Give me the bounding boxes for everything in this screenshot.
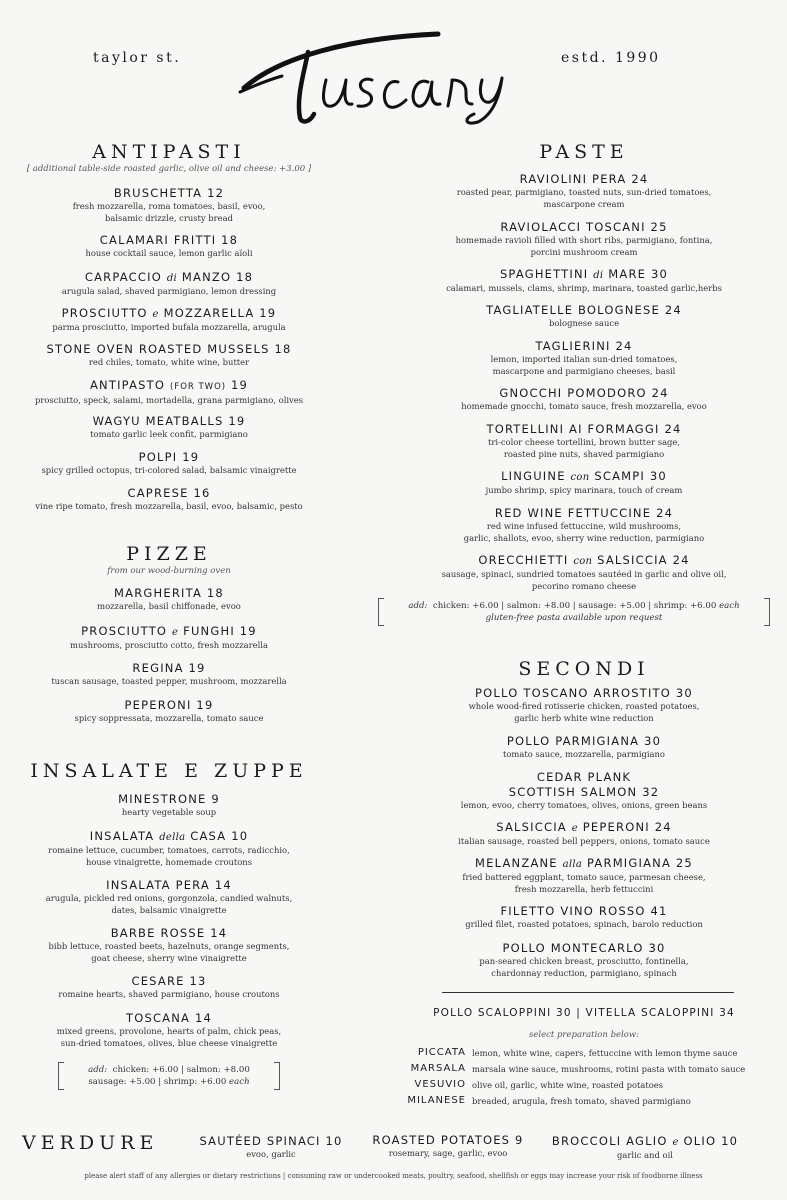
menu-item-gnocchi-pomodoro: GNOCCHI POMODORO 24 homemade gnocchi, tomato sauce, fresh mozzarella, evoo — [461, 386, 707, 411]
verdure-title: VERDURE — [22, 1132, 159, 1154]
pizze-note: from our wood-burning oven — [107, 566, 231, 576]
menu-item-orecchietti-salsiccia: ORECCHIETTI con SALSICCIA 24 sausage, spinaci, sundried tomatoes sautéed in garlic and olive oil, pecorino romano cheese — [441, 553, 727, 591]
prep-milanese: MILANESE breaded, arugula, fresh tomato, shaved parmigiano — [407, 1095, 691, 1106]
menu-item-peperoni: PEPERONI 19 spicy soppressata, mozzarella, tomato sauce — [74, 698, 264, 723]
menu-item-red-wine-fettuccine: RED WINE FETTUCCINE 24 red wine infused fettuccine, wild mushrooms, garlic, shallots, evoo, sherry wine reduction, parmigiano — [463, 506, 705, 543]
menu-item-insalata-casa: INSALATA della CASA 10 romaine lettuce, cucumber, tomatoes, carrots, radicchio, house vinaigrette, homemade croutons — [48, 829, 290, 867]
pizze-title: PIZZE — [126, 543, 212, 565]
pasta-add-ons: add: chicken: +6.00 | salmon: +8.00 | sausage: +5.00 | shrimp: +6.00 each gluten-free pasta available upon request — [378, 598, 770, 626]
established-text: estd. 1990 — [561, 50, 661, 66]
menu-item-spaghettini-mare: SPAGHETTINI di MARE 30 calamari, mussels, clams, shrimp, marinara, toasted garlic,herbs — [446, 267, 722, 293]
side-roasted-potatoes: ROASTED POTATOES 9 rosemary, sage, garlic, evoo — [372, 1133, 524, 1158]
secondi-title: SECONDI — [518, 658, 650, 680]
menu-item-pollo-toscano: POLLO TOSCANO ARROSTITO 30 whole wood-fired rotisserie chicken, roasted potatoes, garlic herb white wine reduction — [468, 686, 700, 723]
menu-item-pollo-montecarlo: POLLO MONTECARLO 30 pan-seared chicken breast, prosciutto, fontinella, chardonnay reduction, parmigiano, spinach — [479, 941, 689, 978]
menu-item-raviolacci-toscani: RAVIOLACCI TOSCANI 25 homemade ravioli filled with short ribs, parmigiano, fontina, porcini mushroom cream — [455, 220, 713, 257]
right-column — [404, 0, 764, 1000]
menu-item-tortellini: TORTELLINI AI FORMAGGI 24 tri-color cheese tortellini, brown butter sage, roasted pine nuts, shaved parmigiano — [486, 422, 682, 459]
menu-item-tagliatelle-bolognese: TAGLIATELLE BOLOGNESE 24 bolognese sauce — [486, 303, 682, 328]
divider-line — [442, 992, 734, 993]
prep-piccata: PICCATA lemon, white wine, capers, fettuccine with lemon thyme sauce — [417, 1047, 738, 1058]
menu-item-prosciutto-mozzarella: PROSCIUTTO e MOZZARELLA 19 parma prosciutto, imported bufala mozzarella, arugula — [52, 306, 286, 332]
menu-item-insalata-pera: INSALATA PERA 14 arugula, pickled red onions, gorgonzola, candied walnuts, dates, balsamic vinaigrette — [45, 878, 293, 915]
salad-add-ons: add: chicken: +6.00 | salmon: +8.00 sausage: +5.00 | shrimp: +6.00 each — [58, 1062, 280, 1090]
menu-item-melanzane: MELANZANE alla PARMIGIANA 25 fried battered eggplant, tomato sauce, parmesan cheese, fresh mozzarella, herb fettuccini — [462, 856, 706, 894]
menu-item-toscana: TOSCANA 14 mixed greens, provolone, hearts of palm, chick peas, sun-dried tomatoes, olives, blue cheese vinaigrette — [56, 1011, 282, 1048]
menu-item-bruschetta: BRUSCHETTA 12 fresh mozzarella, roma tomatoes, basil, evoo, balsamic drizzle, crusty bread — [72, 186, 266, 223]
prep-vesuvio: VESUVIO olive oil, garlic, white wine, roasted potatoes — [414, 1079, 664, 1090]
paste-title: PASTE — [539, 141, 629, 163]
insalate-title: INSALATE E ZUPPE — [30, 760, 308, 782]
menu-item-pollo-parmigiana: POLLO PARMIGIANA 30 tomato sauce, mozzarella, parmigiano — [503, 734, 665, 759]
side-broccoli: BROCCOLI AGLIO e OLIO 10 garlic and oil — [551, 1134, 739, 1160]
menu-item-minestrone: MINESTRONE 9 hearty vegetable soup — [118, 792, 220, 817]
scaloppini-title: POLLO SCALOPPINI 30 | VITELLA SCALOPPINI 34 — [433, 1007, 735, 1019]
menu-item-salmon: CEDAR PLANK SCOTTISH SALMON 32 lemon, evoo, cherry tomatoes, olives, onions, green beans — [460, 770, 708, 810]
menu-item-caprese: CAPRESE 16 vine ripe tomato, fresh mozzarella, basil, evoo, balsamic, pesto — [35, 486, 303, 511]
prep-marsala: MARSALA marsala wine sauce, mushrooms, rotini pasta with tomato sauce — [410, 1063, 746, 1074]
menu-item-taglierini: TAGLIERINI 24 lemon, imported italian sun-dried tomatoes, mascarpone and parmigiano cheeses, basil — [490, 339, 678, 376]
menu-item-antipasto: ANTIPASTO (FOR TWO) 19 prosciutto, speck, salami, mortadella, grana parmigiano, olives — [34, 378, 304, 405]
menu-item-linguine-scampi: LINGUINE con SCAMPI 30 jumbo shrimp, spicy marinara, touch of cream — [485, 469, 683, 495]
menu-item-raviolini-pera: RAVIOLINI PERA 24 roasted pear, parmigiano, toasted nuts, sun-dried tomatoes, mascarpone cream — [456, 172, 712, 209]
menu-item-margherita: MARGHERITA 18 mozzarella, basil chiffonade, evoo — [97, 586, 241, 611]
menu-item-regina: REGINA 19 tuscan sausage, toasted pepper, mushroom, mozzarella — [51, 661, 287, 686]
allergy-disclaimer: please alert staff of any allergies or dietary restrictions | consuming raw or undercooked meats, poultry, seafood, shellfish or eggs may increase your risk of foodborne illness — [84, 1172, 703, 1180]
side-sauteed-spinaci: SAUTÉED SPINACI 10 evoo, garlic — [199, 1134, 343, 1159]
menu-item-wagyu-meatballs: WAGYU MEATBALLS 19 tomato garlic leek confit, parmigiano — [90, 414, 248, 439]
menu-item-cesare: CESARE 13 romaine hearts, shaved parmigiano, house croutons — [58, 974, 280, 999]
scaloppini-note: select preparation below: — [528, 1030, 640, 1040]
menu-item-salsiccia-peperoni: SALSICCIA e PEPERONI 24 italian sausage, roasted bell peppers, onions, tomato sauce — [458, 820, 710, 846]
menu-item-filetto: FILETTO VINO ROSSO 41 grilled filet, roasted potatoes, spinach, barolo reduction — [465, 904, 703, 929]
location-text: taylor st. — [93, 50, 182, 66]
menu-item-barbe-rosse: BARBE ROSSE 14 bibb lettuce, roasted beets, hazelnuts, orange segments, goat cheese, sherry wine vinaigrette — [48, 926, 290, 963]
antipasti-note: [ additional table-side roasted garlic, olive oil and cheese: +3.00 ] — [26, 164, 312, 174]
menu-item-calamari-fritti: CALAMARI FRITTI 18 house cocktail sauce, lemon garlic aïoli — [85, 233, 253, 258]
menu-item-mussels: STONE OVEN ROASTED MUSSELS 18 red chiles, tomato, white wine, butter — [46, 342, 292, 367]
antipasti-title: ANTIPASTI — [92, 141, 246, 163]
menu-item-carpaccio: CARPACCIO di MANZO 18 arugula salad, shaved parmigiano, lemon dressing — [61, 270, 277, 296]
menu-item-polpi: POLPI 19 spicy grilled octopus, tri-colored salad, balsamic vinaigrette — [41, 450, 297, 475]
menu-item-prosciutto-funghi: PROSCIUTTO e FUNGHI 19 mushrooms, prosciutto cotto, fresh mozzarella — [70, 624, 268, 650]
left-column — [8, 0, 330, 1120]
